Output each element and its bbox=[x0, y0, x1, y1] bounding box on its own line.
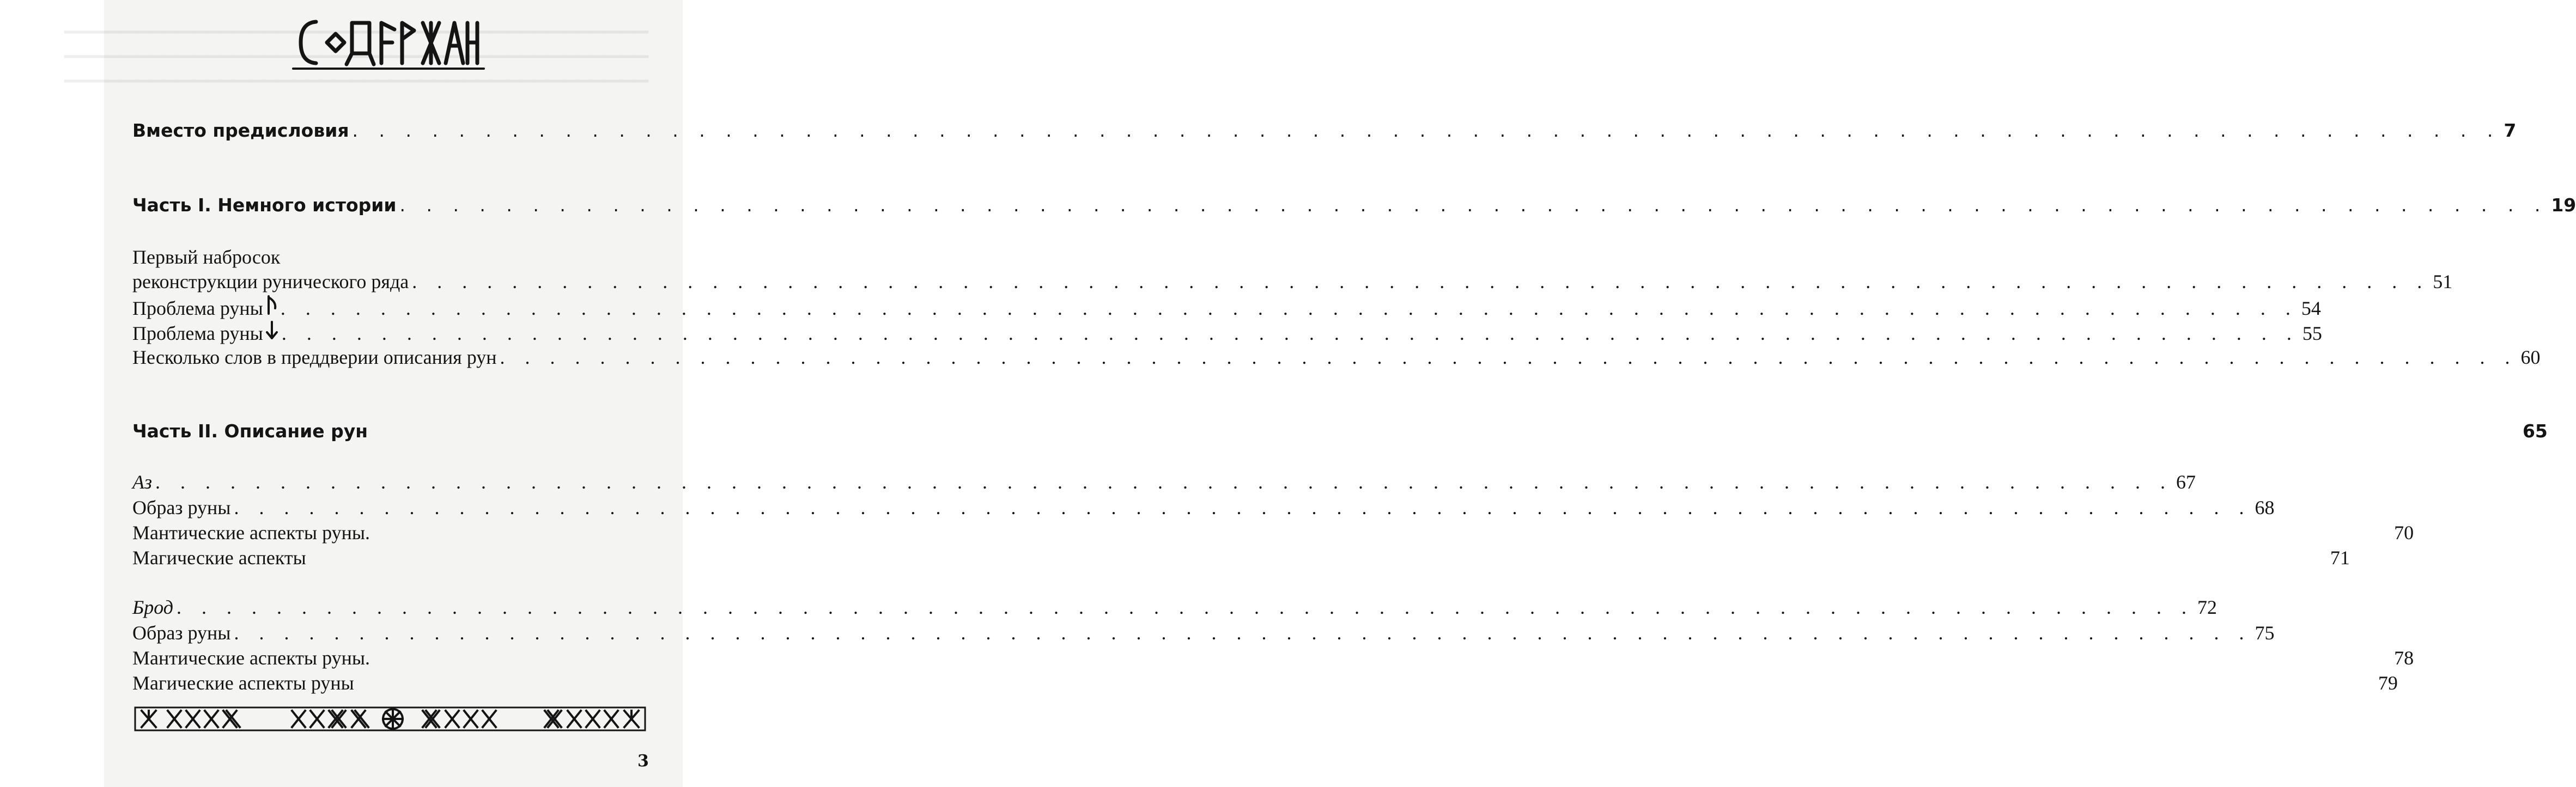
leader-dots bbox=[234, 496, 2252, 520]
toc-page-number: 65 bbox=[2522, 420, 2548, 442]
toc-entry-label: Мантические аспекты руны. bbox=[132, 522, 370, 544]
toc-entry-label: Аз bbox=[132, 471, 153, 493]
toc-page-number: 19 bbox=[2551, 194, 2576, 216]
toc-page-number: 7 bbox=[2504, 120, 2517, 141]
toc-entry[interactable] bbox=[132, 193, 2576, 217]
toc-entry[interactable] bbox=[132, 646, 2414, 670]
rune-arrow-down-icon bbox=[265, 320, 278, 340]
leader-dots bbox=[234, 621, 2252, 645]
toc-entry-label: Магические аспекты bbox=[132, 547, 306, 569]
toc-page-number: 54 bbox=[2301, 297, 2321, 319]
toc-entry-label: Образ руны bbox=[132, 622, 231, 644]
toc-entry[interactable] bbox=[132, 621, 2275, 645]
toc-entry[interactable] bbox=[132, 595, 2217, 619]
toc-page-number: 60 bbox=[2520, 346, 2541, 368]
leader-dots bbox=[177, 595, 2194, 619]
toc-entry-label: Часть I. Немного истории bbox=[132, 194, 397, 216]
toc-page-number: 75 bbox=[2255, 622, 2275, 644]
toc-entry-label: Образ руны bbox=[132, 497, 231, 518]
toc-page-number: 79 bbox=[2378, 672, 2398, 694]
leader-dots bbox=[155, 470, 2173, 494]
toc-page-number: 55 bbox=[2302, 322, 2322, 344]
toc-entry-label: Проблема руны bbox=[132, 297, 263, 319]
toc-entry-label: Мантические аспекты руны. bbox=[132, 647, 370, 669]
toc-entry-label: Вместо предисловия bbox=[132, 120, 349, 141]
leader-dots bbox=[500, 345, 2518, 369]
toc-page-number: 51 bbox=[2433, 271, 2453, 292]
toc-entry-label: Проблема руны bbox=[132, 322, 263, 344]
toc-entry[interactable] bbox=[132, 119, 2517, 143]
toc-entry[interactable] bbox=[132, 470, 2196, 494]
toc-entry-continued: Первый набросок bbox=[132, 246, 281, 268]
toc-page-number: 71 bbox=[2330, 547, 2350, 569]
toc-page-number: 67 bbox=[2176, 471, 2196, 493]
leader-dots bbox=[281, 296, 2298, 320]
toc-entry[interactable] bbox=[132, 345, 2541, 369]
toc-page-number: 78 bbox=[2394, 647, 2414, 669]
page-title bbox=[293, 12, 484, 72]
toc-entry-label: Брод bbox=[132, 596, 173, 618]
runic-ornament-band bbox=[134, 706, 646, 731]
leader-dots bbox=[282, 321, 2299, 345]
leader-dots bbox=[399, 193, 2548, 217]
rune-hook-icon bbox=[265, 295, 277, 315]
toc-entry-label: Магические аспекты руны bbox=[132, 672, 354, 694]
page-number: 3 bbox=[637, 752, 649, 771]
toc-entry-label: реконструкции рунического ряда bbox=[132, 271, 409, 292]
toc-entry-label: Несколько слов в преддверии описания рун bbox=[132, 346, 497, 368]
toc-entry[interactable] bbox=[132, 419, 2548, 443]
toc-page-number: 70 bbox=[2394, 522, 2414, 544]
toc-entry[interactable] bbox=[132, 320, 2322, 344]
toc-page-number: 72 bbox=[2197, 596, 2217, 618]
toc-page-number: 68 bbox=[2255, 497, 2275, 518]
toc-entry[interactable] bbox=[132, 521, 2414, 545]
leader-dots bbox=[353, 119, 2501, 143]
toc-entry[interactable] bbox=[132, 270, 2453, 294]
toc-entry-label: Часть II. Описание рун bbox=[132, 420, 368, 442]
toc-entry[interactable] bbox=[132, 671, 2398, 695]
toc-entry[interactable] bbox=[132, 546, 2350, 570]
leader-dots bbox=[412, 270, 2429, 294]
toc-entry[interactable] bbox=[132, 295, 2321, 319]
toc-entry[interactable] bbox=[132, 496, 2275, 520]
